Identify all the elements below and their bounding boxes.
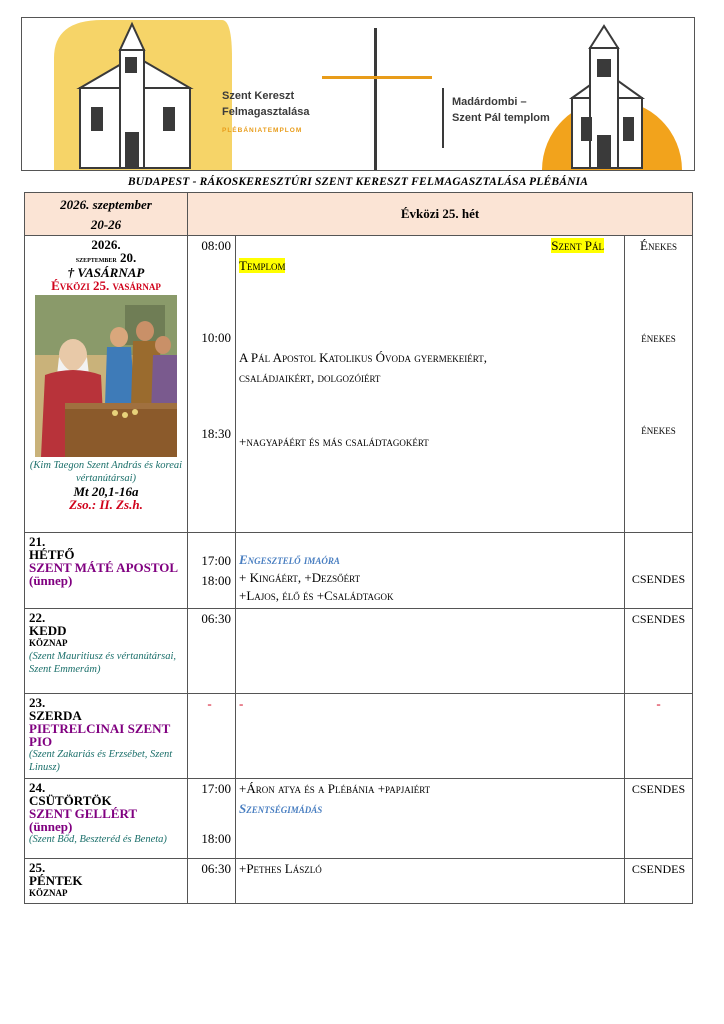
monday-intentions	[236, 533, 625, 609]
sunday-dayname: † VASÁRNAP	[67, 265, 145, 280]
left-church-sub: PLÉBÁNIATEMPLOM	[222, 127, 303, 134]
sunday-liturgical-day: Évközi 25. vasárnap	[51, 278, 161, 293]
sunday-intentions	[236, 236, 625, 533]
day-commemoration: (Szent Bőd, Beszteréd és Beneta)	[29, 834, 167, 845]
mass-location: Szent Pál	[551, 238, 604, 253]
mass-time: 18:00	[201, 573, 231, 588]
day-name: PÉNTEK	[29, 873, 83, 888]
mass-intention: + Kingáért, +Dezsőért	[239, 570, 361, 585]
mass-time: 18:30	[201, 426, 231, 441]
day-name: CSÜTÖRTÖK	[29, 793, 112, 808]
mass-intention: +Áron atya és a Plébánia +papjaiért	[239, 781, 431, 796]
day-sub: KÖZNAP	[29, 638, 68, 648]
day-saint: PIETRELCINAI SZENT PIO	[29, 721, 171, 749]
day-sub: KÖZNAP	[29, 888, 68, 898]
friday-intentions	[236, 859, 625, 904]
mass-time: 18:00	[201, 831, 231, 846]
music-type: énekes	[641, 330, 676, 345]
wednesday-intentions	[236, 694, 625, 779]
week-title: Évközi 25. hét	[188, 193, 693, 236]
day-number: 21.	[29, 534, 46, 549]
day-info-sunday	[25, 236, 188, 533]
day-row-monday	[25, 533, 693, 609]
right-church-name-1: Madárdombi –	[452, 96, 527, 108]
music-type: Énekes	[640, 238, 677, 253]
tuesday-intentions	[236, 609, 625, 694]
day-row-wednesday	[25, 694, 693, 779]
day-number: 24.	[29, 780, 46, 795]
sunday-times	[188, 236, 236, 533]
event-title: Szentségimádás	[239, 801, 323, 816]
sunday-month: szeptember	[75, 254, 117, 264]
sunday-commemoration: (Kim Taegon Szent András és koreai vértanútársai)	[29, 460, 183, 484]
day-number: 25.	[29, 860, 46, 875]
tuesday-times	[188, 609, 236, 694]
sunday-year: 2026.	[91, 237, 121, 252]
thursday-intentions	[236, 779, 625, 859]
schedule-header-row	[25, 193, 693, 236]
sunday-reading: Mt 20,1-16a	[73, 484, 139, 499]
date-range-line1: 2026. szeptember	[60, 197, 152, 212]
right-church-name-2: Szent Pál templom	[452, 112, 550, 124]
left-church-name-1: Szent Kereszt	[222, 90, 295, 102]
mass-time: 10:00	[201, 330, 231, 345]
cross-icon	[322, 28, 432, 170]
day-rank: (ünnep)	[29, 573, 73, 588]
sunday-music	[625, 236, 693, 533]
mass-location-2: Templom	[239, 258, 286, 273]
mass-time: 06:30	[201, 861, 231, 876]
mass-time: 17:00	[201, 781, 231, 796]
day-name: KEDD	[29, 623, 67, 638]
right-church-icon	[572, 26, 642, 168]
thursday-times	[188, 779, 236, 859]
mass-intention: -	[239, 696, 244, 711]
day-info-monday	[25, 533, 188, 609]
day-info-tuesday	[25, 609, 188, 694]
mass-intention: családjaikért, dolgozóiért	[239, 370, 381, 385]
weekly-schedule-table	[24, 192, 693, 904]
wednesday-music: -	[625, 694, 693, 779]
day-saint: SZENT GELLÉRT (ünnep)	[29, 806, 137, 834]
day-number: 23.	[29, 695, 46, 710]
workers-in-vineyard-painting-icon	[35, 295, 177, 457]
wednesday-times	[188, 694, 236, 779]
event-title: Engesztelő imaóra	[239, 552, 340, 567]
day-info-thursday	[25, 779, 188, 859]
left-church-name-2: Felmagasztalása	[222, 106, 310, 118]
mass-intention: A Pál Apostol Katolikus Óvoda gyermekeiért,	[239, 350, 487, 365]
day-name: HÉTFŐ	[29, 547, 75, 562]
day-row-thursday	[25, 779, 693, 859]
music-type: énekes	[641, 422, 676, 437]
church-banner-graphic	[22, 18, 694, 170]
day-name: SZERDA	[29, 708, 82, 723]
mass-time: 06:30	[201, 611, 231, 626]
day-commemoration: (Szent Mauritiusz és vértanútársai, Szent Emmerám)	[29, 651, 176, 675]
friday-music: CSENDES	[625, 859, 693, 904]
day-saint: SZENT MÁTÉ APOSTOL	[29, 560, 179, 575]
day-info-friday	[25, 859, 188, 904]
sunday-psalter: Zso.: II. Zs.h.	[69, 497, 143, 512]
day-info-wednesday	[25, 694, 188, 779]
header-banner	[21, 17, 695, 171]
parish-title: BUDAPEST - RÁKOSKERESZTÚRI SZENT KERESZT FELMAGASZTALÁSA PLÉBÁNIA	[127, 176, 589, 188]
mass-time: 17:00	[201, 553, 231, 568]
mass-time: -	[207, 696, 212, 711]
monday-music: CSENDES	[625, 533, 693, 609]
thursday-music: CSENDES	[625, 779, 693, 859]
friday-times	[188, 859, 236, 904]
day-row-friday	[25, 859, 693, 904]
day-number: 22.	[29, 610, 46, 625]
monday-times	[188, 533, 236, 609]
mass-intention: +Lajos, élő és +Családtagok	[239, 588, 394, 603]
sunday-daynum: 20.	[116, 250, 137, 265]
tuesday-music: CSENDES	[625, 609, 693, 694]
mass-intention: +Pethes László	[239, 861, 322, 876]
date-range-line2: 20-26	[90, 217, 122, 232]
date-range	[25, 193, 188, 236]
day-row-sunday	[25, 236, 693, 533]
mass-time: 08:00	[201, 238, 231, 253]
day-row-tuesday	[25, 609, 693, 694]
day-commemoration: (Szent Zakariás és Erzsébet, Szent Linusz)	[29, 749, 173, 773]
mass-intention: +nagyapáért és más családtagokért	[239, 434, 429, 449]
